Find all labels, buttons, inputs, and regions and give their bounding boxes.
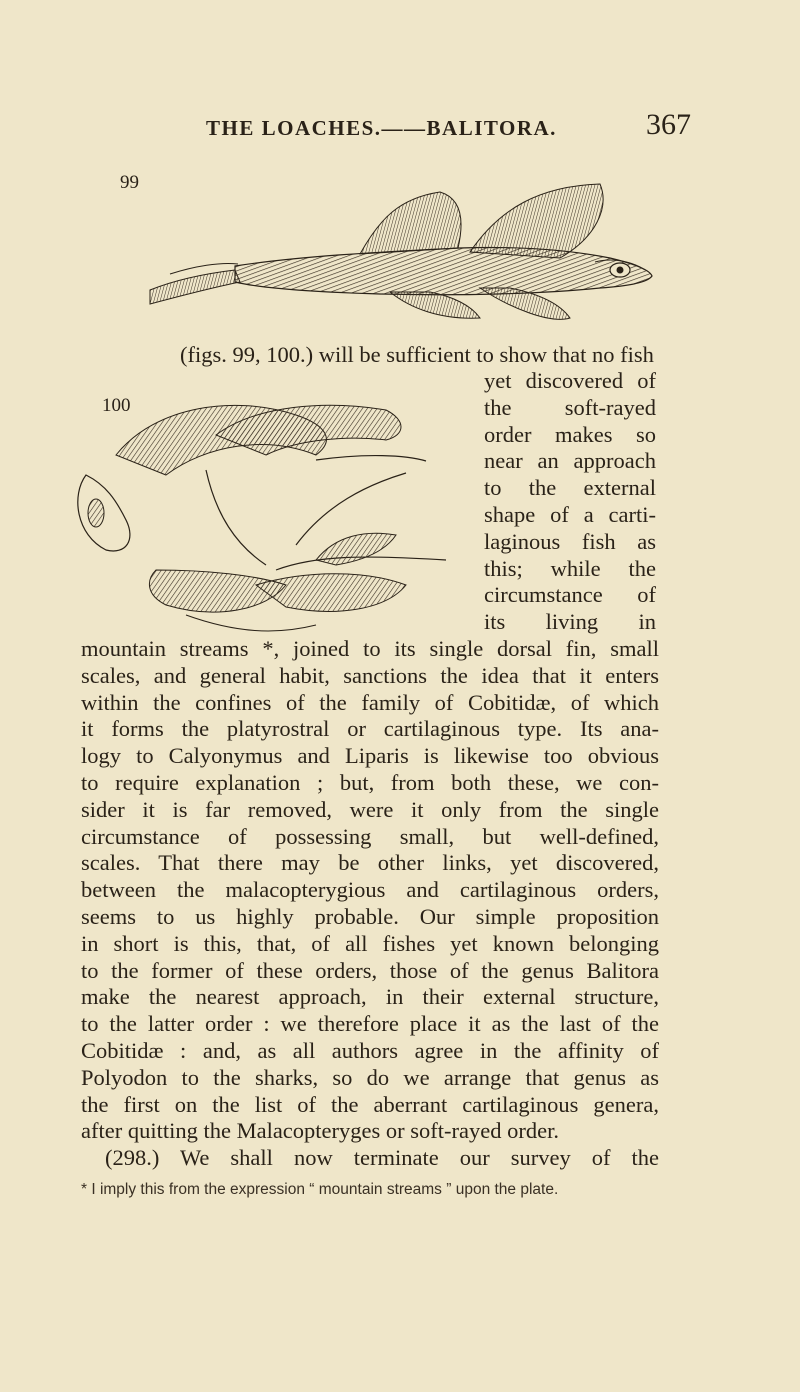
wrap-line: the soft-rayed (484, 394, 656, 420)
body-line: within the confines of the family of Cobitidæ, of which (81, 689, 659, 715)
body-line: after quitting the Malacopteryges or soft-rayed order. (81, 1118, 559, 1144)
body-line: between the malacopterygious and cartilaginous orders, (81, 877, 659, 903)
body-line: Polyodon to the sharks, so do we arrange that genus as (81, 1064, 659, 1090)
wrap-line: this; while the (484, 555, 656, 581)
wrap-line: order makes so (484, 421, 656, 447)
body-line: seems to us highly probable. Our simple proposition (81, 903, 659, 929)
caption-text: (figs. 99, 100.) will be sufficient to show that no fish (180, 342, 654, 367)
body-line: scales. That there may be other links, yet discovered, (81, 850, 659, 876)
body-line: to the latter order : we therefore place it as the last of the (81, 1011, 659, 1037)
wrap-line: shape of a carti- (484, 501, 656, 527)
body-line: it forms the platyrostral or cartilaginous type. Its ana- (81, 716, 659, 742)
body-line: circumstance of possessing small, but well-defined, (81, 823, 659, 849)
wrap-line: near an approach (484, 448, 656, 474)
body-line: sider it is far removed, were it only from the single (81, 796, 659, 822)
body-line-paragraph-start: (298.) We shall now terminate our survey of the (105, 1145, 659, 1171)
wrap-line: its living in (484, 609, 656, 635)
wrap-line: to the external (484, 475, 656, 501)
body-line: to require explanation ; but, from both these, we con- (81, 769, 659, 795)
body-line: to the former of these orders, those of the genus Balitora (81, 957, 659, 983)
wrapped-text-block (484, 368, 656, 636)
figure-99-label: 99 (120, 172, 139, 193)
body-line: make the nearest approach, in their external structure, (81, 984, 659, 1010)
body-line: the first on the list of the aberrant cartilaginous genera, (81, 1091, 659, 1117)
figure-100-fish-illustration (66, 385, 466, 645)
wrap-line: circumstance of (484, 582, 656, 608)
body-line: logy to Calyonymus and Liparis is likewise too obvious (81, 743, 659, 769)
wrap-line: yet discovered of (484, 368, 656, 393)
figure-99-fish-illustration (140, 178, 660, 328)
figure-caption-line (180, 342, 654, 369)
footnote: * I imply this from the expression “ mountain streams ” upon the plate. (81, 1181, 559, 1198)
body-line: in short is this, that, of all fishes yet known belonging (81, 930, 659, 956)
body-text (81, 636, 659, 1172)
page-number: 367 (646, 108, 691, 141)
body-line: scales, and general habit, sanctions the idea that it enters (81, 662, 659, 688)
body-line: Cobitidæ : and, as all authors agree in the affinity of (81, 1037, 659, 1063)
wrap-line: laginous fish as (484, 528, 656, 554)
page-header (0, 108, 800, 148)
figure-100-label: 100 (102, 395, 131, 416)
body-line: mountain streams *, joined to its single dorsal fin, small (81, 636, 659, 661)
running-title: THE LOACHES.——BALITORA. (206, 116, 557, 140)
